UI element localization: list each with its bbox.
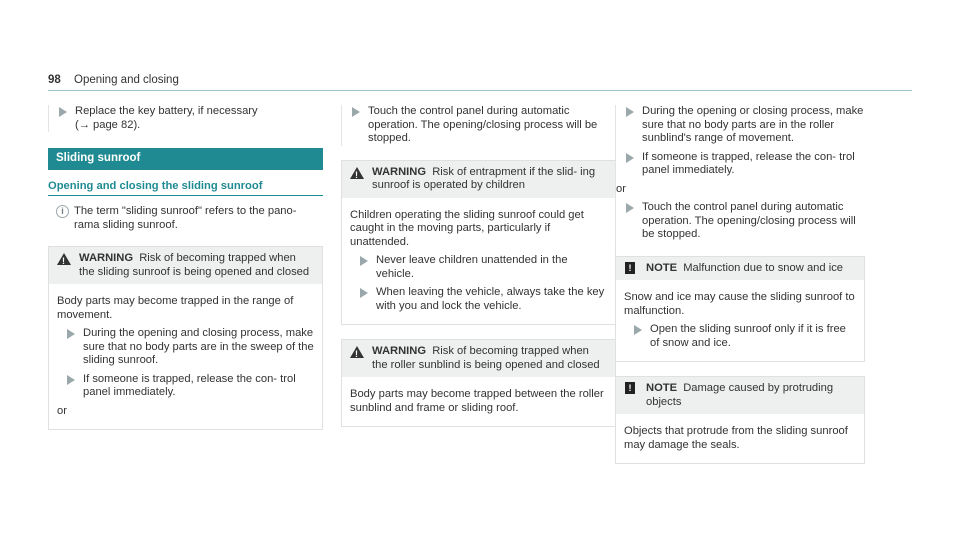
warning-header <box>342 161 615 198</box>
note-header <box>616 377 864 414</box>
warning-keyword: WARNING <box>372 165 427 178</box>
warning-text: Children operating the sliding sunroof could get caught in the moving parts, particularly if unattended. <box>350 208 584 248</box>
info-icon: i <box>56 205 69 218</box>
step-replace-battery <box>48 105 323 132</box>
warning-box <box>341 160 616 326</box>
warning-step <box>350 286 607 313</box>
warning-text: Body parts may become trapped between the roller sunblind and frame or sliding roof. <box>350 388 604 414</box>
arrow-icon <box>360 256 368 266</box>
page-reference-link[interactable]: (→ page 82). <box>75 118 141 131</box>
step-text: During the opening and closing process, make sure that no body parts are in the sweep of the sliding sunroof. <box>83 327 314 366</box>
page-header <box>48 74 179 86</box>
info-text: The term "sliding sunroof" refers to the pano- rama sliding sunroof. <box>74 205 297 231</box>
warning-body <box>342 198 615 325</box>
step-text: When leaving the vehicle, always take the key with you and lock the vehicle. <box>376 286 605 312</box>
or-text: or <box>57 404 67 417</box>
arrow-icon <box>634 325 642 335</box>
warning-keyword: WARNING <box>372 345 427 357</box>
column-2 <box>341 100 616 433</box>
warning-keyword: WARNING <box>79 252 134 264</box>
continued-steps <box>341 105 616 146</box>
note-body <box>616 280 864 361</box>
warning-title: Risk of becoming trapped when the sliding sunroof is being opened and closed <box>79 252 310 278</box>
step-touch-panel <box>616 201 865 242</box>
arrow-icon <box>626 107 634 117</box>
info-note <box>48 205 323 232</box>
warning-title: Risk of becoming trapped when the roller sunblind is being opened and closed <box>372 345 600 371</box>
column-3 <box>615 100 865 470</box>
continued-steps <box>615 105 865 242</box>
arrow-icon <box>67 375 75 385</box>
note-text: Objects that protrude from the sliding sunroof may damage the seals. <box>624 425 848 451</box>
step-touch-panel <box>342 105 616 146</box>
warning-step <box>57 327 314 368</box>
step-release <box>616 151 865 178</box>
step-text: Touch the control panel during automatic operation. The opening/closing process will be stopped. <box>642 201 856 240</box>
note-title: Damage caused by protruding objects <box>646 382 834 408</box>
chapter-title: Opening and closing <box>74 74 179 86</box>
or-text: or <box>616 182 626 195</box>
step-text: During the opening or closing process, make sure that no body parts are in the roller sunblind's range of movement. <box>642 105 864 144</box>
note-box <box>615 256 865 363</box>
note-body <box>616 414 864 463</box>
note-box <box>615 376 865 464</box>
note-header <box>616 257 864 281</box>
step-text: Never leave children unattended in the vehicle. <box>376 254 568 280</box>
note-keyword: NOTE <box>646 382 678 394</box>
step-text: If someone is trapped, release the con- trol panel immediately. <box>83 372 296 398</box>
column-1 <box>48 100 323 436</box>
note-icon: ! <box>625 382 635 394</box>
header-divider <box>48 90 912 91</box>
warning-step <box>350 254 607 281</box>
note-icon: ! <box>625 262 635 274</box>
step-text: If someone is trapped, release the con- trol panel immediately. <box>642 150 855 176</box>
arrow-icon <box>626 153 634 163</box>
arrow-icon <box>626 203 634 213</box>
warning-title: Risk of entrapment if the slid- ing sunroof is operated by children <box>372 165 596 191</box>
warning-body <box>49 284 322 429</box>
warning-box <box>341 339 616 427</box>
page-number: 98 <box>48 74 61 86</box>
subheading: Opening and closing the sliding sunroof <box>48 170 323 197</box>
step-text: Replace the key battery, if necessary <box>75 105 258 117</box>
arrow-icon <box>67 329 75 339</box>
arrow-icon <box>360 288 368 298</box>
note-text: Snow and ice may cause the sliding sunroof to malfunction. <box>624 291 855 317</box>
arrow-icon <box>59 107 67 117</box>
warning-box <box>48 246 323 430</box>
warning-step <box>57 373 314 400</box>
warning-header <box>49 247 322 284</box>
warning-icon <box>57 253 71 265</box>
warning-icon <box>350 346 364 358</box>
note-title: Malfunction due to snow and ice <box>683 261 844 274</box>
step-text: Open the sliding sunroof only if it is free of snow and ice. <box>650 323 846 349</box>
section-title: Sliding sunroof <box>48 148 323 170</box>
warning-body <box>342 377 615 426</box>
warning-text: Body parts may become trapped in the range of movement. <box>57 295 294 321</box>
note-step <box>624 323 856 350</box>
warning-header <box>342 340 615 377</box>
step-text: Touch the control panel during automatic operation. The opening/closing process will be stopped. <box>368 105 598 144</box>
warning-icon <box>350 167 364 179</box>
note-keyword: NOTE <box>646 261 678 274</box>
arrow-icon <box>352 107 360 117</box>
step-no-body-parts <box>616 105 865 146</box>
